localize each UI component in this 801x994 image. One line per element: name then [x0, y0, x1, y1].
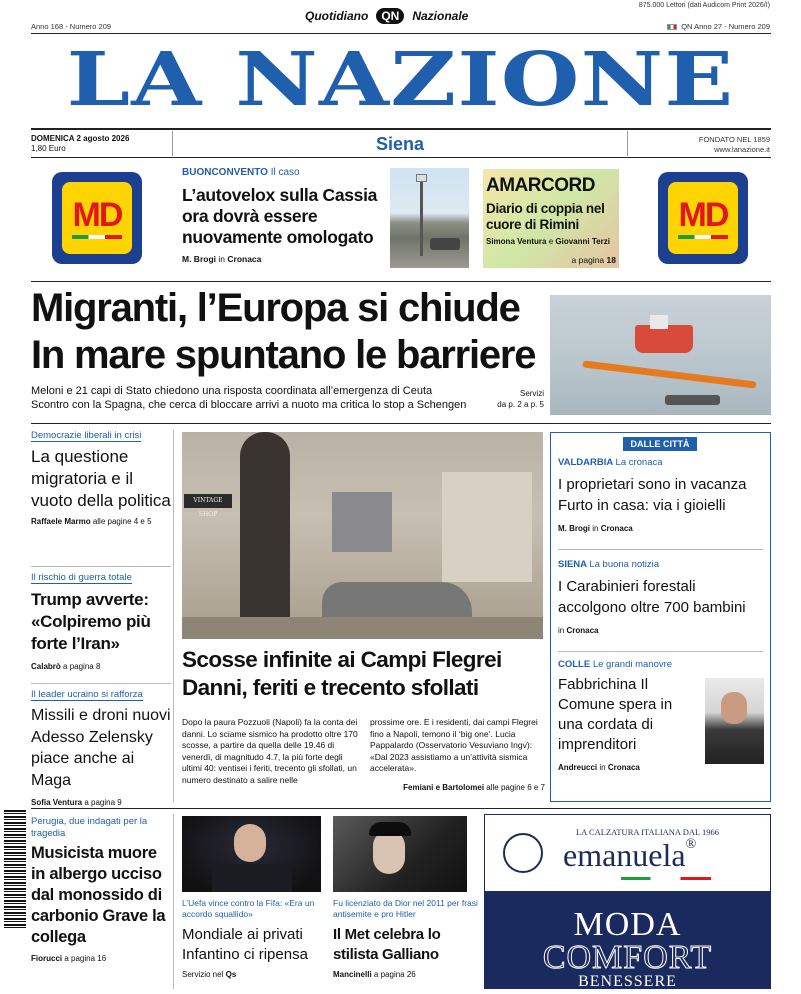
divider — [31, 683, 171, 684]
bottom-left-story[interactable] — [31, 816, 171, 963]
md-ad-inner — [668, 182, 738, 254]
headline: I Carabinieri forestali accolgono oltre 700 bambini — [558, 578, 746, 616]
section: Cronaca — [227, 254, 262, 264]
services-label: Servizi — [519, 389, 544, 398]
pages: a pagina 9 — [84, 798, 122, 807]
md-stripe — [72, 235, 122, 239]
floating-barrier — [582, 360, 757, 388]
md-ad-inner — [62, 182, 132, 254]
in-word: in — [592, 524, 599, 533]
kicker-sub: Il caso — [270, 167, 300, 178]
headline: Mondiale ai privati Infantino ci ripensa — [182, 926, 308, 963]
left-item-2[interactable] — [31, 572, 171, 671]
infantino-photo — [182, 816, 321, 892]
section-rule — [31, 808, 771, 809]
hair — [369, 822, 411, 836]
qn-issue-text: QN Anno 27 - Numero 209 — [681, 22, 770, 31]
in-word: in — [558, 626, 565, 635]
lead-services — [490, 388, 544, 410]
in-word: in — [218, 254, 225, 264]
amarcord-title: AMARCORD — [486, 175, 595, 196]
left-item-3[interactable] — [31, 689, 171, 807]
byline — [31, 954, 171, 963]
section: Cronaca — [600, 524, 633, 533]
kicker-main: BUONCONVENTO — [182, 167, 268, 178]
center-headline-2: Danni, feriti e trecento sfollati — [182, 675, 479, 700]
barcode — [4, 810, 26, 930]
ad-line1: MODA — [573, 906, 682, 943]
byline — [31, 798, 171, 807]
horse-logo-icon — [503, 833, 543, 873]
arched-door — [240, 432, 290, 637]
kicker-text: Il rischio di guerra totale — [31, 572, 132, 583]
center-headline-1: Scosse infinite ai Campi Flegrei — [182, 647, 502, 672]
ad-line2: COMFORT — [542, 939, 713, 976]
author: Calabrò — [31, 662, 61, 671]
md-logo: MD — [72, 195, 122, 234]
lead-deck-2: Scontro con la Spagna, che cerca di bloccare arrivi a nuoto ma critica lo stop a Schengen — [31, 399, 467, 411]
window-shutter — [332, 492, 392, 552]
rescue-boat — [635, 325, 693, 353]
left-item-1[interactable] — [31, 430, 171, 526]
services-pages: da p. 2 a p. 5 — [497, 400, 544, 409]
headline: Trump avverte: «Colpiremo più forte l’Iran» — [31, 590, 151, 653]
qn-brand-right: Nazionale — [412, 9, 469, 23]
author: M. Brogi — [558, 524, 590, 533]
divider — [558, 549, 763, 550]
byline — [31, 662, 171, 671]
speed-camera-photo — [390, 168, 469, 268]
pole — [420, 176, 423, 256]
shop-sign: VINTAGE SHOP — [184, 494, 232, 508]
pages: alle pagine 6 e 7 — [486, 783, 545, 792]
divider — [31, 566, 171, 567]
center-story[interactable] — [182, 646, 552, 702]
kicker — [31, 572, 171, 584]
amarcord-page — [572, 255, 616, 265]
column-divider — [173, 814, 174, 989]
md-ad-left[interactable] — [52, 172, 142, 264]
ad-line3: BENESSERE — [578, 973, 677, 990]
kicker-main: COLLE — [558, 659, 591, 670]
dalle-citta-label: DALLE CITTÀ — [623, 437, 697, 451]
suit — [212, 864, 292, 892]
small-boat — [665, 395, 720, 405]
headline: I proprietari sono in vacanza Furto in casa: via i gioielli — [558, 476, 747, 514]
author: M. Brogi — [182, 254, 216, 264]
headline: Missili e droni nuovi Adesso Zelensky piace anche ai Maga — [31, 707, 171, 789]
authors: Femiani e Bartolomei — [403, 783, 485, 792]
section: Qs — [225, 970, 237, 979]
readers-info: 875.000 Lettori (dati Audicom Print 2026/I) — [638, 2, 770, 9]
section-rule — [31, 281, 771, 282]
masthead-rule — [31, 128, 771, 130]
top-story[interactable] — [182, 167, 387, 264]
face — [721, 692, 747, 724]
author: Raffaele Marmo — [31, 517, 91, 526]
pages: alle pagine 4 e 5 — [92, 517, 152, 526]
divider — [558, 651, 763, 652]
author: Sofia Ventura — [31, 798, 83, 807]
amarcord-headline: Diario di coppia nel cuore di Rimini — [486, 201, 605, 232]
pages: a pagina 8 — [63, 662, 101, 671]
conj: e — [548, 237, 554, 246]
byline — [31, 517, 171, 526]
page-pre: a pagina — [571, 255, 605, 265]
price: 1,80 Euro — [31, 144, 66, 153]
kicker-main: VALDARBIA — [558, 457, 613, 468]
kicker-sub: La cronaca — [615, 457, 663, 468]
masthead-rule-bottom — [31, 157, 771, 158]
byline — [558, 524, 763, 533]
amarcord-authors — [486, 237, 619, 246]
md-ad-right[interactable] — [658, 172, 748, 264]
page-number: 18 — [606, 255, 616, 265]
kicker: Fu licenziato da Dior nel 2011 per frasi antisemite e pro Hitler — [333, 898, 478, 919]
author: Servizio nel — [182, 970, 224, 979]
author: Giovanni Terzi — [555, 237, 610, 246]
qn-brand — [305, 8, 468, 24]
center-body-col1: Dopo la paura Pozzuoli (Napoli) fa la conta dei danni. Lo sciame sismico ha prodotto oltre 170 scosse, a partire da quella delle 19.46 di venerdì, di magnitudo 4.7, la più forte degli ultimi 40: ventisei i feriti, trecento gli sfollati, un numero destinato a salire nelle — [182, 717, 358, 785]
ad-panel — [485, 891, 770, 989]
bottom-mid2-story[interactable] — [333, 898, 478, 979]
face — [234, 824, 266, 862]
newspaper-title: LA NAZIONE — [66, 37, 735, 123]
byline — [182, 970, 327, 979]
pages: a pagina 26 — [373, 970, 416, 979]
kicker-sub: La buona notizia — [589, 559, 660, 570]
italy-flag-icon — [667, 24, 677, 30]
byline — [558, 763, 763, 772]
issue-info: Anno 168 - Numero 209 — [31, 22, 112, 31]
top-story-kicker — [182, 167, 387, 178]
kicker-main: SIENA — [558, 559, 587, 570]
portrait-photo — [705, 678, 764, 764]
date: DOMENICA 2 agosto 2026 — [31, 134, 130, 143]
section-rule — [31, 423, 771, 424]
headline: Il Met celebra lo stilista Galliano — [333, 926, 441, 963]
qn-brand-left: Quotidiano — [305, 9, 369, 23]
rubble — [182, 617, 543, 639]
kicker-sub: Le grandi manovre — [592, 659, 673, 670]
author: Fiorucci — [31, 954, 63, 963]
galliano-photo — [333, 816, 467, 892]
kicker: Perugia, due indagati per la tragedia — [31, 816, 148, 839]
ad-brand — [563, 837, 696, 874]
brand: emanuela — [563, 837, 686, 873]
headline: Fabbrichina Il Comune spera in una cordata di imprenditori — [558, 676, 673, 753]
kicker-text: Il leader ucraino si rafforza — [31, 689, 143, 700]
kicker — [558, 457, 763, 468]
top-rule — [31, 33, 771, 34]
edition-name: Siena — [375, 134, 425, 154]
section: Cronaca — [566, 626, 599, 635]
ad-tagline: LA CALZATURA ITALIANA DAL 1966 — [575, 827, 720, 837]
website: www.lanazione.it — [714, 145, 770, 154]
byline — [333, 970, 478, 979]
byline — [558, 626, 763, 635]
author: Mancinelli — [333, 970, 372, 979]
kicker — [31, 430, 171, 442]
registered: ® — [685, 837, 697, 852]
sea-barrier-photo — [550, 295, 771, 415]
pages: a pagina 16 — [64, 954, 107, 963]
kicker — [558, 659, 763, 670]
car — [430, 238, 460, 250]
earthquake-photo — [182, 432, 543, 639]
center-byline — [370, 783, 545, 792]
author: Simona Ventura — [486, 237, 547, 246]
lead-headline-1: Migranti, l’Europa si chiude — [31, 286, 520, 330]
headline: La questione migratoria e il vuoto della politica — [31, 447, 171, 510]
top-story-headline: L’autovelox sulla Cassia ora dovrà essere nuovamente omologato — [182, 185, 378, 247]
lamp — [416, 174, 427, 182]
building-wall — [442, 472, 532, 582]
md-logo: MD — [678, 195, 728, 234]
city-item-2[interactable] — [558, 559, 763, 635]
center-body-col2: prossime ore. E i residenti, dai campi Flegrei fino a Napoli, temono il ‘big one’. Lucia Pappalardo (Osservatorio Vesuviano Ingv): «Dal 2023 assistiamo a un’attività sismica accelerata». — [370, 717, 538, 773]
bottom-mid1-story[interactable] — [182, 898, 327, 979]
top-story-byline — [182, 254, 387, 264]
section: Cronaca — [607, 763, 640, 772]
qn-issue — [667, 22, 770, 31]
qn-logo: QN — [376, 8, 404, 24]
face — [373, 830, 405, 874]
dalle-citta-box — [550, 432, 771, 802]
kicker — [31, 689, 171, 701]
founded: FONDATO NEL 1859 — [698, 135, 770, 144]
lead-story[interactable] — [31, 284, 546, 412]
author: Andreucci — [558, 763, 598, 772]
divider — [627, 131, 628, 156]
kicker-text: Democrazie liberali in crisi — [31, 430, 142, 441]
column-divider — [173, 430, 174, 802]
md-stripe — [678, 235, 728, 239]
boat-cabin — [650, 315, 668, 329]
amarcord-box[interactable] — [483, 169, 619, 268]
lead-deck-1: Meloni e 21 capi di Stato chiedono una risposta coordinata all’emergenza di Ceuta — [31, 385, 433, 397]
kicker: L’Uefa vince contro la Fifa: «Era un accordo squallido» — [182, 898, 315, 919]
city-item-1[interactable] — [558, 457, 763, 533]
in-word: in — [599, 763, 606, 772]
kicker — [558, 559, 763, 570]
lead-headline-2: In mare spuntano le barriere — [31, 333, 536, 377]
italy-stripe — [621, 877, 711, 880]
headline: Musicista muore in albergo ucciso dal monossido di carbonio Grave la collega — [31, 844, 166, 946]
emanuela-ad[interactable] — [484, 814, 771, 989]
